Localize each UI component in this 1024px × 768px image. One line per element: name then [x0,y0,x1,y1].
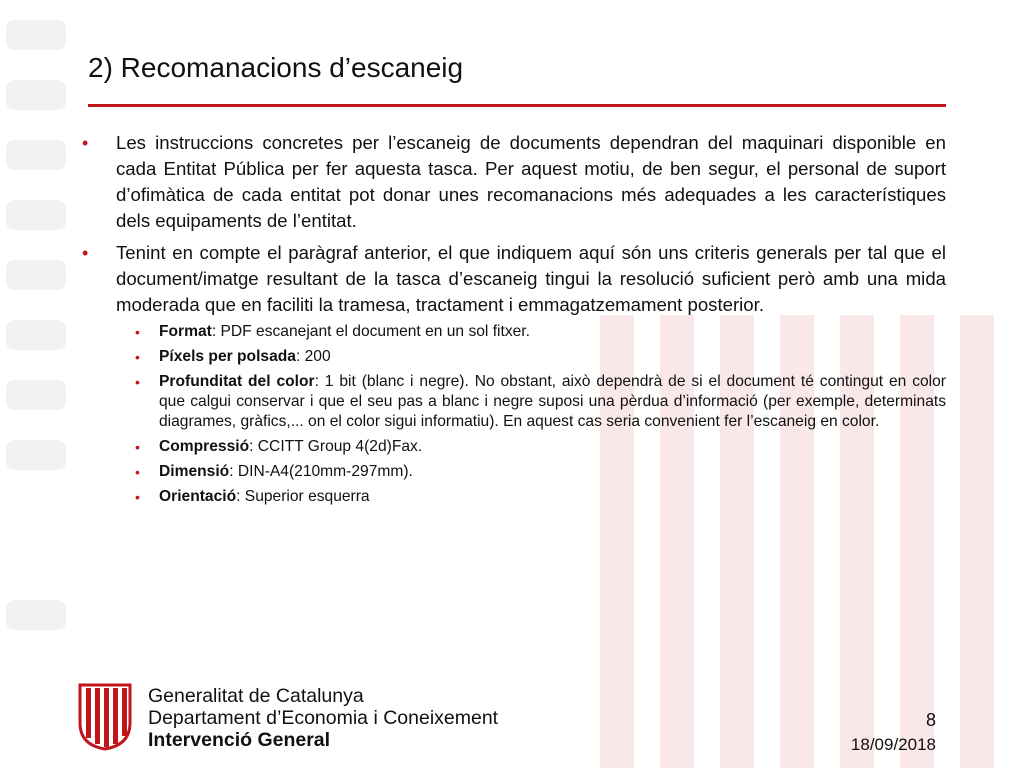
generalitat-stripes-logo-icon [76,683,134,751]
bullet-icon: • [82,133,89,153]
logo-text-department: Departament d’Economia i Coneixement [148,707,499,729]
sub-bullet-item [135,487,946,507]
bullet-icon: • [82,243,89,263]
sub-bullet-text: : DIN-A4(210mm-297mm). [229,463,413,480]
sub-bullet-label: Dimensió [159,463,230,480]
slide-content [82,130,946,513]
logo-text-office: Intervenció General [148,729,331,751]
watermark-left-column [0,0,80,768]
sub-bullet-icon: • [135,489,140,505]
sub-bullet-text: : PDF escanejant el document en un sol fitxer. [211,323,530,340]
title-divider [88,104,946,107]
page-date: 18/09/2018 [850,735,936,754]
slide-title: 2) Recomanacions d’escaneig [88,52,464,83]
bullet-item [82,130,946,234]
sub-bullet-label: Compressió [159,438,250,455]
sub-bullet-text: : Superior esquerra [236,488,370,505]
sub-bullet-item [135,462,946,482]
sub-bullet-label: Format [159,323,212,340]
sub-bullet-item [135,322,946,342]
page-number: 8 [925,710,936,730]
bullet-list [82,130,946,507]
sub-bullet-text: : 1 bit (blanc i negre). No obstant, això dependrà de si el document té contingut en color que calgui conservar i que el seu pas a blanc i negre suposi una pèrdua d’informació (per exemple, determinats diagrames, gràfics,... on el color sigui informatiu). En aquest cas seria convenient fer l’escaneig en color. [159,373,946,430]
sub-bullet-label: Píxels per polsada [159,348,296,365]
sub-bullet-text: : CCITT Group 4(2d)Fax. [249,438,423,455]
sub-bullet-label: Profunditat del color [159,373,315,390]
sub-bullet-icon: • [135,349,140,365]
sub-bullet-icon: • [135,439,140,455]
sub-bullet-list [116,322,946,507]
footer-logo [76,683,522,751]
sub-bullet-item [135,437,946,457]
bullet-text: Tenint en compte el paràgraf anterior, el que indiquem aquí són uns criteris generals per tal que el document/imatge resultant de la tasca d’escaneig tingui la resolució suficient però amb una mida moderada que en faciliti la tramesa, tractament i emmagatzemament posterior. [116,242,946,315]
sub-bullet-icon: • [135,374,140,390]
sub-bullet-item [135,372,946,432]
logo-text-generalitat: Generalitat de Catalunya [148,685,364,707]
sub-bullet-item [135,347,946,367]
bullet-item [82,240,946,507]
sub-bullet-text: : 200 [295,348,331,365]
sub-bullet-label: Orientació [159,488,237,505]
sub-bullet-icon: • [135,324,140,340]
sub-bullet-icon: • [135,464,140,480]
bullet-text: Les instruccions concretes per l’escaneig de documents dependran del maquinari disponible en cada Entitat Pública per fer aquesta tasca. Per aquest motiu, de ben segur, el personal de suport d’ofimàtica de cada entitat pot donar unes recomanacions més adequades a les característiques dels equipaments de l’entitat. [116,132,946,231]
